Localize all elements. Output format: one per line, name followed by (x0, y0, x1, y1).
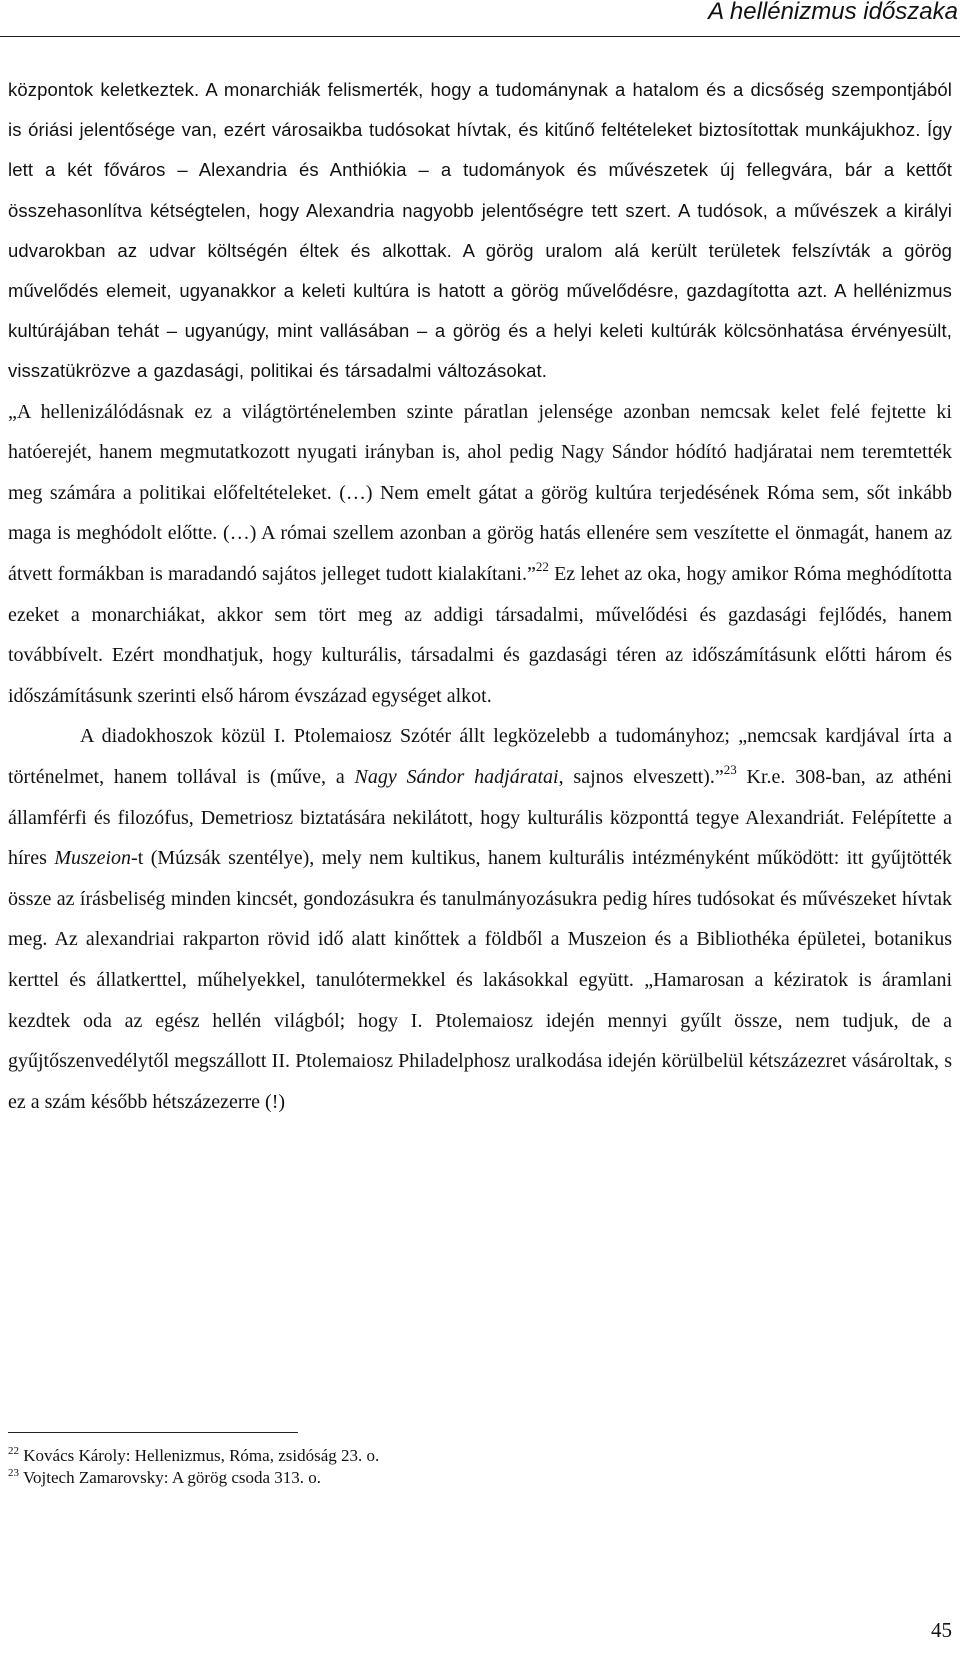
paragraph-1: központok keletkeztek. A monarchiák felismerték, hogy a tudománynak a hatalom és a dicsőség szempontjából is óriási jelentősége van, ezért városaikba tudósokat hívtak, és kitűnő feltételeket biztosítottak munkájukhoz. Így lett a két főváros – Alexandria és Anthiókia – a tudományok és művészetek új fellegvára, bár a kettőt összehasonlítva kétségtelen, hogy Alexandria nagyobb jelentőségre tett szert. A tudósok, a művészek a királyi udvarokban az udvar költségén éltek és alkottak. A görög uralom alá került területek felszívták a görög művelődés elemeit, ugyanakkor a keleti kultúra is hatott a görög művelődésre, gazdagította azt. A hellénizmus kultúrájában tehát – ugyanúgy, mint vallásában – a görög és a helyi keleti kultúrák kölcsönhatása érvényesült, visszatükrözve a gazdasági, politikai és társadalmi változásokat. (8, 79, 952, 382)
book-title-italic: Nagy Sándor hadjáratai (354, 765, 559, 788)
page-number: 45 (931, 1618, 952, 1642)
footnote-ref-23: 23 (723, 761, 737, 777)
footnote-text: Kovács Károly: Hellenizmus, Róma, zsidóság 23. o. (23, 1446, 380, 1465)
paragraph-2-continuation: Ez lehet az oka, hogy amikor Róma meghódította ezeket a monarchiákat, akkor sem tört meg az addigi társadalmi, művelődési és gazdasági fejlődés, hanem továbbívelt. Ezért mondhatjuk, hogy kulturális, társadalmi és gazdasági téren az időszámításunk előtti három és időszámításunk szerinti első három évszázad egységet alkot. (8, 563, 952, 707)
running-header (0, 0, 960, 37)
footnote-number: 23 (8, 1467, 19, 1479)
quote-text: „A hellenizálódásnak ez a világtörténelemben szinte páratlan jelensége azonban nemcsak kelet felé fejtette ki hatóerejét, hanem megmutatkozott nyugati irányban is, ahol pedig Nagy Sándor hódító hadjáratai nem teremtették meg számára a politikai előfeltételeket. (…) Nem emelt gátat a görög kultúra terjedésének Róma sem, sőt inkább maga is meghódolt előtte. (…) A római szellem azonban a görög hatás ellenére sem veszítette el önmagát, hanem az átvett formákban is maradandó sajátos jelleget tudott kialakítani.” (8, 400, 952, 585)
footnote-22 (8, 1445, 908, 1467)
muszeion-italic: Muszeion (54, 847, 132, 870)
paragraph-3-part-4: -t (Múzsák szentélye), mely nem kultikus, hanem kulturális intézményként működött: itt gyűjtötték össze az írásbeliség minden kincsét, gondozásukra és tanulmányozásukra pedig híres tudósokat és művészeket hívtak meg. Az alexandriai rakparton rövid idő alatt kinőttek a földből a Muszeion és a Bibliothéka épületei, botanikus kerttel és állatkerttel, műhelyekkel, tanulótermekkel és lakásokkal együtt. „Hamarosan a kéziratok is áramlani kezdtek oda az egész hellén világból; hogy I. Ptolemaiosz idején mennyi gyűlt össze, nem tudjuk, de a gyűjtőszenvedélytől megszállott II. Ptolemaiosz Philadelphosz uralkodása idején körülbelül kétszázezret vásároltak, s ez a szám később hétszázezerre (!) (8, 847, 952, 1113)
footnotes (8, 1445, 908, 1489)
footnote-23 (8, 1467, 908, 1489)
paragraph-3-part-2: , sajnos elveszett).” (558, 765, 724, 788)
footnote-separator (8, 1432, 298, 1433)
paragraph-3 (8, 716, 952, 1122)
footnote-number: 22 (8, 1445, 19, 1457)
footnote-ref-22: 22 (535, 559, 549, 574)
paragraph-2 (8, 392, 952, 717)
header-title: A hellénizmus időszaka (708, 0, 958, 25)
paragraph-3-part-3: Kr.e. 308-ban, az athéni államférfi és filozófus, Demetriosz biztatására nekilátott, hogy kulturális központtá tegye Alexandriát. Felépítette a híres (8, 765, 953, 870)
footnote-text: Vojtech Zamarovsky: A görög csoda 313. o. (22, 1468, 322, 1487)
body-text (8, 70, 952, 1122)
paragraph-3-part-1: A diadokhoszok közül I. Ptolemaiosz Szótér állt legközelebb a tudományhoz; „nemcsak kardjával írta a történelmet, hanem tollával is (műve, a (8, 725, 952, 788)
